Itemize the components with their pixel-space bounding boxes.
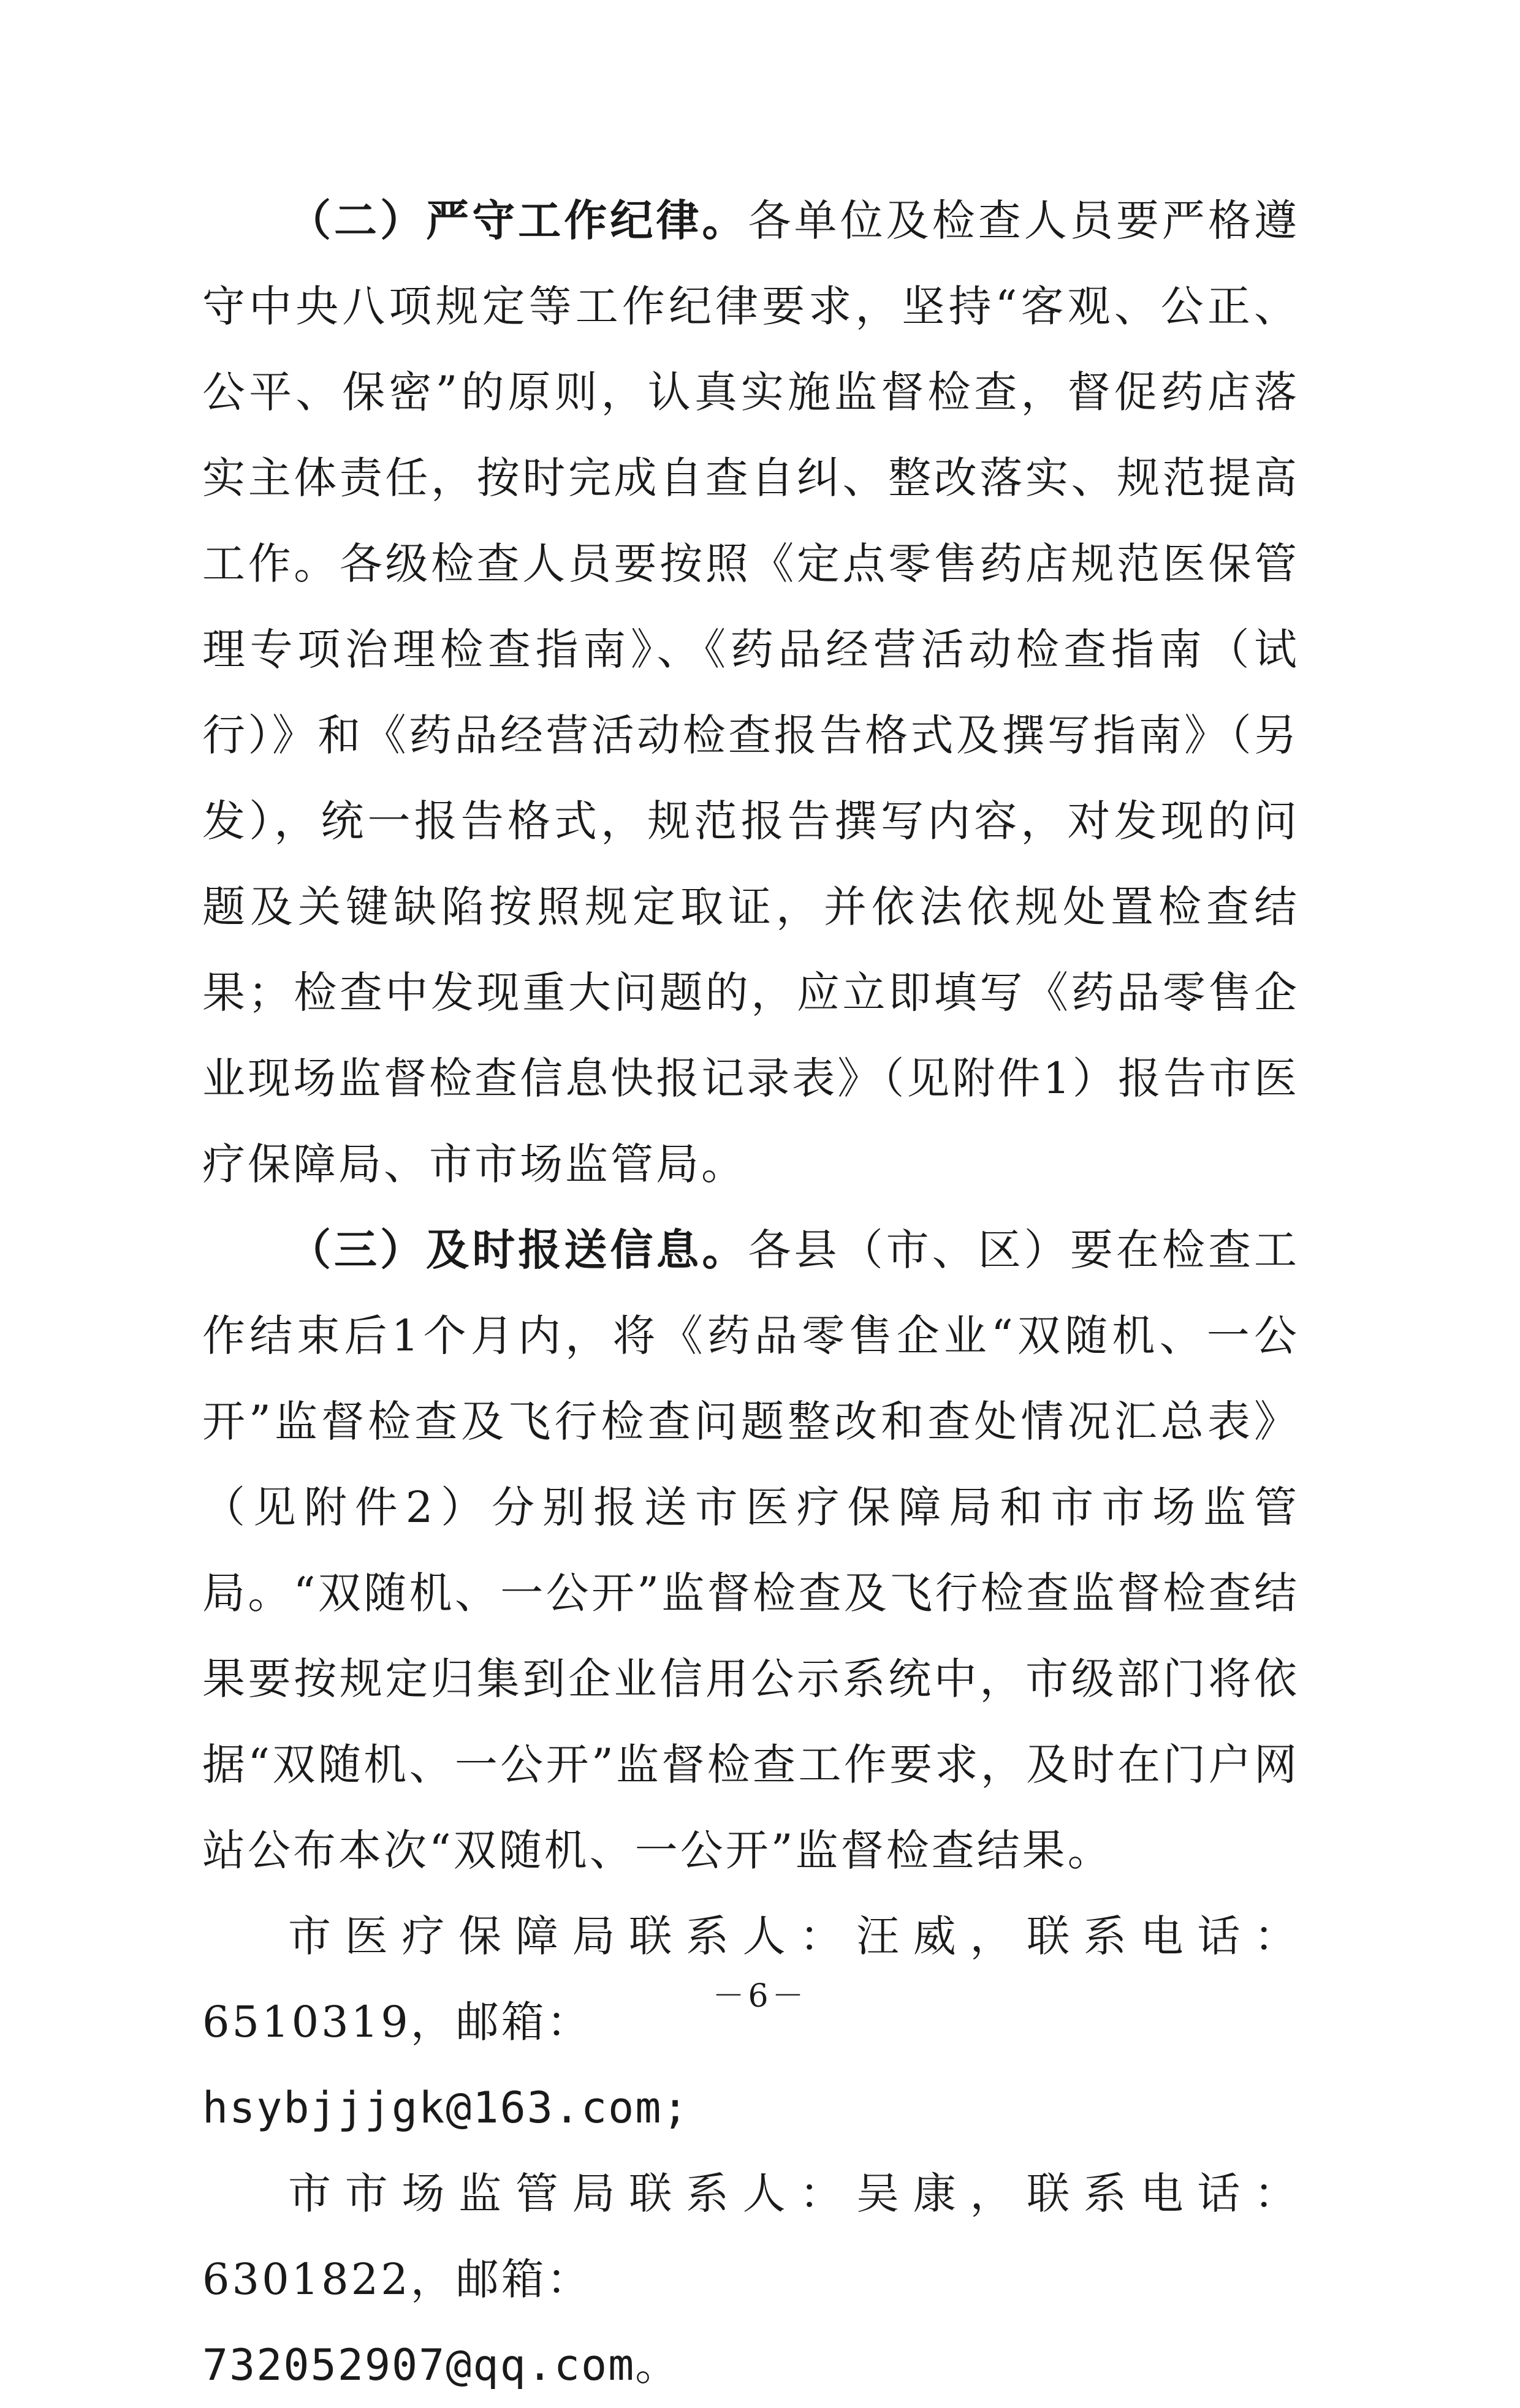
section-2-heading: （二）严守工作纪律。 — [288, 195, 748, 246]
contact-market-supervision-text: 市市场监管局联系人：吴康，联系电话：6301822，邮箱： — [202, 2168, 1299, 2304]
section-3-text: 各县（市、区）要在检查工作结束后1个月内，将《药品零售企业“双随机、一公开”监督检查及飞行检查问题整改和查处情况汇总表》（见附件2）分别报送市医疗保障局和市市场监管局。“双随机、一公开”监督检查及飞行检查监督检查结果要按规定归集到企业信用公示系统中，市级部门将依据“双随机、一公开”监督检查工作要求，及时在门户网站公布本次“双随机、一公开”监督检查结果。 — [202, 1225, 1300, 1876]
contact-market-supervision-email-line — [202, 2322, 1299, 2408]
section-3-paragraph — [202, 1207, 1299, 1893]
section-3-heading: （三）及时报送信息。 — [288, 1224, 748, 1275]
contact-medical-insurance-email: hsybjjjgk@163.com; — [202, 2083, 690, 2133]
section-2-paragraph — [202, 178, 1299, 1207]
section-2-text: 各单位及检查人员要严格遵守中央八项规定等工作纪律要求，坚持“客观、公正、公平、保密”的原则，认真实施监督检查，督促药店落实主体责任，按时完成自查自纠、整改落实、规范提高工作。各级检查人员要按照《定点零售药店规范医保管理专项治理检查指南》、《药品经营活动检查指南（试行）》和《药品经营活动检查报告格式及撰写指南》（另发），统一报告格式，规范报告撰写内容，对发现的问题及关键缺陷按照规定取证，并依法依规处置检查结果；检查中发现重大问题的，应立即填写《药品零售企业现场监督检查信息快报记录表》（见附件1）报告市医疗保障局、市市场监管局。 — [202, 195, 1300, 1189]
document-body — [202, 178, 1299, 2408]
contact-market-supervision-email: 732052907@qq.com。 — [202, 2340, 680, 2390]
contact-medical-insurance-text: 市医疗保障局联系人：汪威，联系电话：6510319，邮箱： — [202, 1911, 1299, 2047]
contact-medical-insurance-email-line — [202, 2065, 1299, 2151]
page-number: －6－ — [712, 1978, 808, 2015]
contact-market-supervision — [202, 2151, 1299, 2322]
